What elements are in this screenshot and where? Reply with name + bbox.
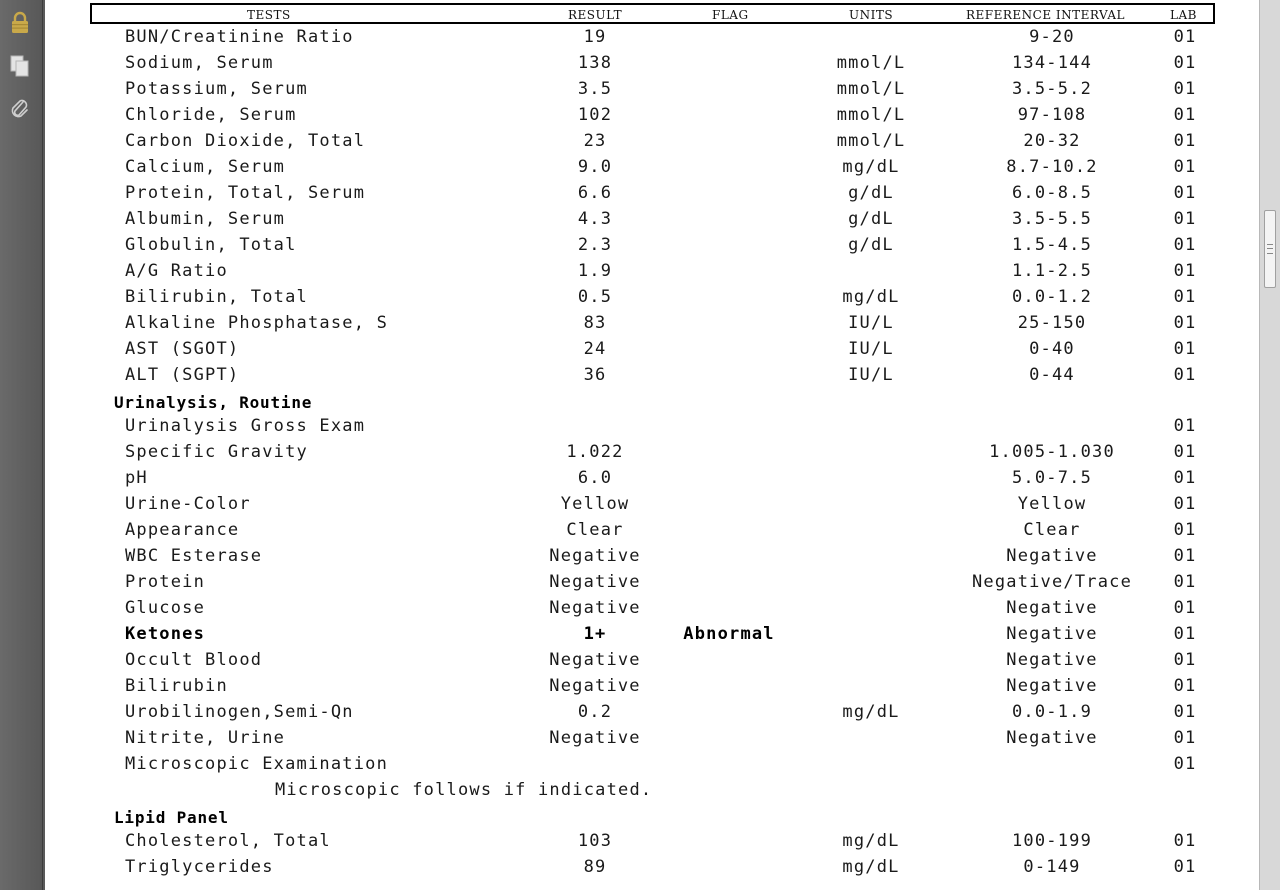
test-name: Calcium, Serum [125,157,286,177]
table-row: Occult Blood Negative Negative 01 [125,650,1197,670]
table-row: BUN/Creatinine Ratio 19 9-20 01 [125,27,1197,47]
table-row: Calcium, Serum 9.0 mg/dL 8.7-10.2 01 [125,157,1197,177]
section-heading-lipid-panel: Lipid Panel [114,808,229,827]
table-row: A/G Ratio 1.9 1.1-2.5 01 [125,261,1197,281]
test-name: Bilirubin, Total [125,287,308,307]
test-name: AST (SGOT) [125,339,240,359]
test-name: Globulin, Total [125,235,297,255]
table-row: Carbon Dioxide, Total 23 mmol/L 20-32 01 [125,131,1197,151]
lock-icon[interactable] [7,10,33,36]
attachment-icon[interactable] [7,96,33,122]
table-header [90,3,1215,24]
table-row: Protein, Total, Serum 6.6 g/dL 6.0-8.5 01 [125,183,1197,203]
header-flag: FLAG [712,8,749,22]
test-name: Alkaline Phosphatase, S [125,313,389,333]
test-name: pH [125,468,148,488]
test-name: Urinalysis Gross Exam [125,416,366,436]
header-lab: LAB [1170,8,1197,22]
table-row: Bilirubin, Total 0.5 mg/dL 0.0-1.2 01 [125,287,1197,307]
pages-icon[interactable] [7,53,33,79]
table-row: Sodium, Serum 138 mmol/L 134-144 01 [125,53,1197,73]
table-row: Potassium, Serum 3.5 mmol/L 3.5-5.2 01 [125,79,1197,99]
test-name: Appearance [125,520,240,540]
test-name: Occult Blood [125,650,263,670]
table-row: Urine-Color Yellow Yellow 01 [125,494,1197,514]
table-row: Nitrite, Urine Negative Negative 01 [125,728,1197,748]
test-name: Urine-Color [125,494,251,514]
table-row: Cholesterol, Total 103 mg/dL 100-199 01 [125,831,1197,851]
table-row: pH 6.0 5.0-7.5 01 [125,468,1197,488]
table-row: Urobilinogen,Semi-Qn 0.2 mg/dL 0.0-1.9 01 [125,702,1197,722]
table-row: WBC Esterase Negative Negative 01 [125,546,1197,566]
left-navigation-pane [0,0,43,890]
scrollbar-thumb[interactable] [1264,210,1276,288]
table-row: ALT (SGPT) 36 IU/L 0-44 01 [125,365,1197,385]
header-reference-interval: REFERENCE INTERVAL [966,8,1126,22]
table-row: Globulin, Total 2.3 g/dL 1.5-4.5 01 [125,235,1197,255]
table-row: Ketones 1+ Abnormal Negative 01 [125,624,1197,644]
header-tests: TESTS [247,8,291,22]
table-row: Specific Gravity 1.022 1.005-1.030 01 [125,442,1197,462]
test-name: Specific Gravity [125,442,308,462]
microscopic-note: Microscopic follows if indicated. [275,780,653,800]
test-name: WBC Esterase [125,546,263,566]
table-row: Protein Negative Negative/Trace 01 [125,572,1197,592]
table-row: Bilirubin Negative Negative 01 [125,676,1197,696]
table-row: Microscopic Examination 01 [125,754,1197,774]
table-row: Appearance Clear Clear 01 [125,520,1197,540]
test-name: Bilirubin [125,676,228,696]
test-name: Protein [125,572,206,592]
test-name: A/G Ratio [125,261,228,281]
test-name: ALT (SGPT) [125,365,240,385]
test-name: Potassium, Serum [125,79,308,99]
test-name: Triglycerides [125,857,274,877]
table-row: AST (SGOT) 24 IU/L 0-40 01 [125,339,1197,359]
table-row: Chloride, Serum 102 mmol/L 97-108 01 [125,105,1197,125]
test-name: Ketones [125,624,206,644]
header-result: RESULT [568,8,623,22]
test-name: BUN/Creatinine Ratio [125,27,354,47]
test-name: Albumin, Serum [125,209,286,229]
test-name: Urobilinogen,Semi-Qn [125,702,354,722]
table-row: Triglycerides 89 mg/dL 0-149 01 [125,857,1197,877]
test-name: Glucose [125,598,206,618]
section-heading-urinalysis: Urinalysis, Routine [114,393,313,412]
document-page [45,0,1259,890]
test-name: Carbon Dioxide, Total [125,131,366,151]
header-units: UNITS [849,8,894,22]
vertical-scrollbar[interactable] [1259,0,1280,890]
table-row: Urinalysis Gross Exam 01 [125,416,1197,436]
grip-icon [1267,244,1273,254]
test-name: Chloride, Serum [125,105,297,125]
test-name: Microscopic Examination [125,754,389,774]
table-row: Albumin, Serum 4.3 g/dL 3.5-5.5 01 [125,209,1197,229]
table-row: Alkaline Phosphatase, S 83 IU/L 25-150 01 [125,313,1197,333]
test-name: Cholesterol, Total [125,831,331,851]
test-name: Sodium, Serum [125,53,274,73]
test-name: Protein, Total, Serum [125,183,366,203]
table-row: Glucose Negative Negative 01 [125,598,1197,618]
test-name: Nitrite, Urine [125,728,286,748]
